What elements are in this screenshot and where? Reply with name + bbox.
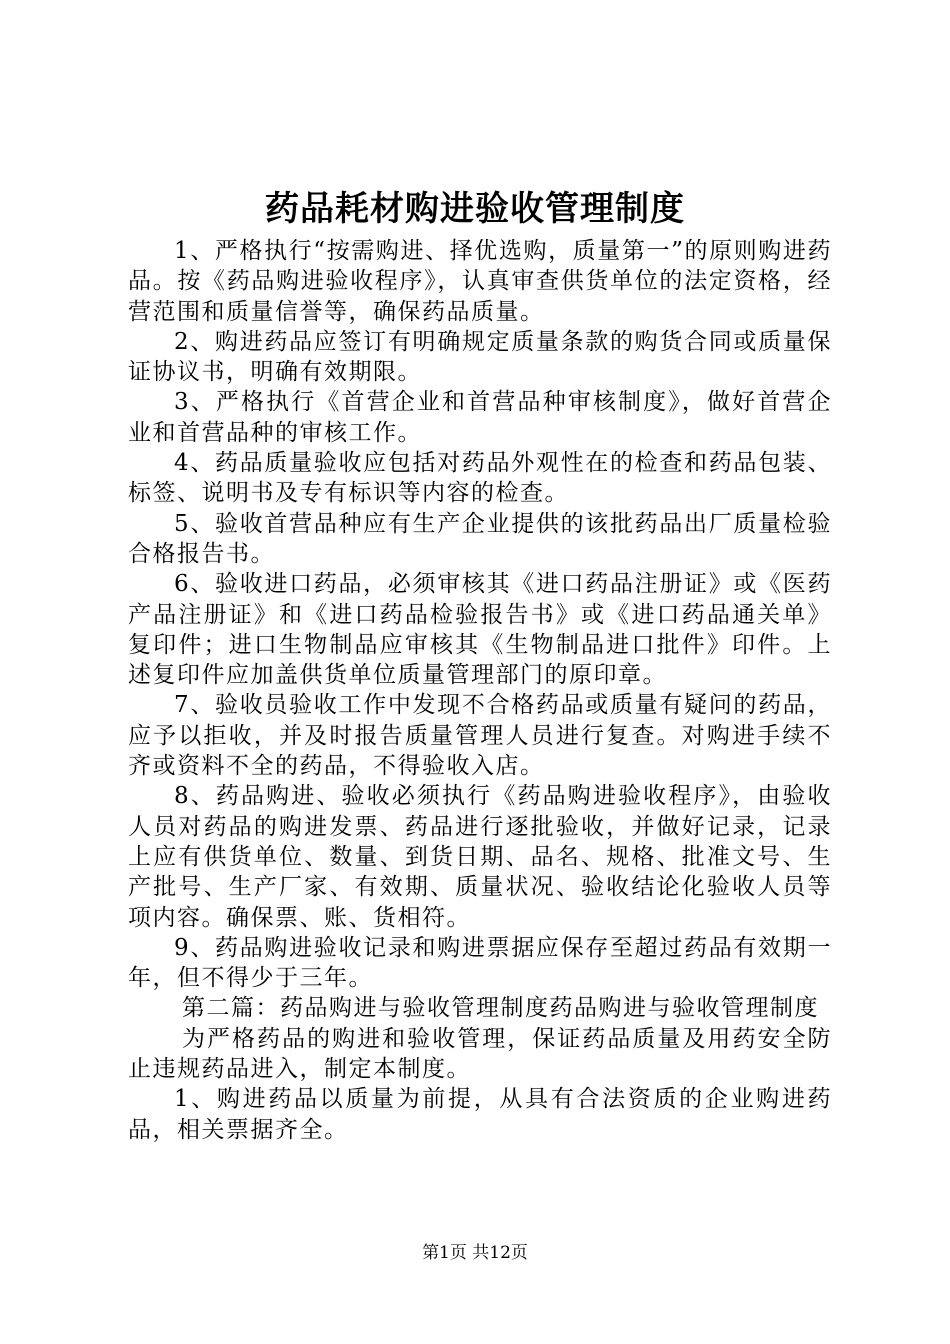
paragraph-part-two-1: 1、购进药品以质量为前提，从具有合法资质的企业购进药品，相关票据齐全。	[128, 1086, 832, 1143]
paragraph-5: 5、验收首营品种应有生产企业提供的该批药品出厂质量检验合格报告书。	[128, 510, 832, 567]
paragraph-6: 6、验收进口药品，必须审核其《进口药品注册证》或《医药产品注册证》和《进口药品检验报告书》或《进口药品通关单》复印件；进口生物制品应审核其《生物制品进口批件》印件。上述复印件应加盖供货单位质量管理部门的原印章。	[128, 571, 832, 689]
page-number-footer: 第1页 共12页	[422, 1243, 528, 1263]
paragraph-2: 2、购进药品应签订有明确规定质量条款的购货合同或质量保证协议书，明确有效期限。	[128, 328, 832, 386]
paragraph-1: 1、严格执行“按需购进、择优选购，质量第一”的原则购进药品。按《药品购进验收程序》，认真审查供货单位的法定资格，经营范围和质量信誉等，确保药品质量。	[128, 238, 832, 325]
paragraph-8: 8、药品购进、验收必须执行《药品购进验收程序》，由验收人员对药品的购进发票、药品进行逐批验收，并做好记录，记录上应有供货单位、数量、到货日期、品名、规格、批准文号、生产批号、生产厂家、有效期、质量状况、验收结论化验收人员等项内容。确保票、账、货相符。	[128, 783, 832, 931]
document-title: 药品耗材购进验收管理制度	[265, 189, 685, 229]
paragraph-4: 4、药品质量验收应包括对药品外观性在的检查和药品包装、标签、说明书及专有标识等内容的检查。	[128, 450, 832, 507]
intro-paragraph: 为严格药品的购进和验收管理，保证药品质量及用药安全防止违规药品进入，制定本制度。	[128, 1025, 832, 1083]
paragraph-7: 7、验收员验收工作中发现不合格药品或质量有疑问的药品，应予以拒收，并及时报告质量管理人员进行复查。对购进手续不齐或资料不全的药品，不得验收入店。	[128, 692, 832, 780]
document-body	[128, 236, 832, 1145]
paragraph-3: 3、严格执行《首营企业和首营品种审核制度》，做好首营企业和首营品种的审核工作。	[128, 389, 832, 446]
section-heading-part-two: 第二篇：药品购进与验收管理制度药品购进与验收管理制度	[182, 995, 819, 1022]
paragraph-9: 9、药品购进验收记录和购进票据应保存至超过药品有效期一年，但不得少于三年。	[128, 934, 832, 992]
